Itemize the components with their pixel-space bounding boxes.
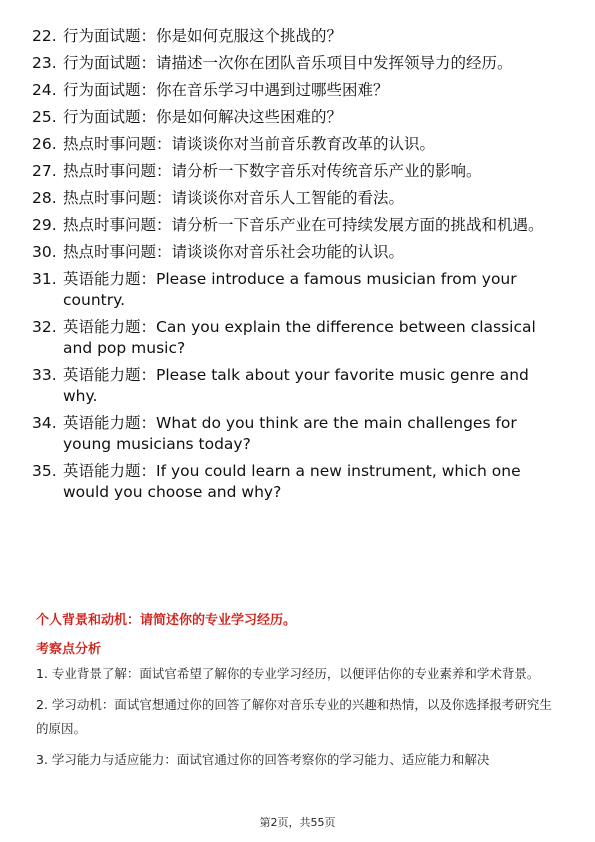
question-number: 27.: [32, 162, 57, 180]
question-item: [32, 26, 562, 47]
question-text: 英语能力题：If you could learn a new instrument, which one would you choose and why?: [63, 462, 521, 501]
question-text: 英语能力题：Please introduce a famous musician from your country.: [63, 270, 517, 309]
question-number: 31.: [32, 270, 57, 288]
question-text: 热点时事问题：请分析一下数字音乐对传统音乐产业的影响。: [63, 162, 482, 180]
question-item: [32, 365, 562, 407]
question-number: 24.: [32, 81, 57, 99]
question-text: 热点时事问题：请谈谈你对音乐人工智能的看法。: [63, 189, 405, 207]
question-item: [32, 80, 562, 101]
question-item: [32, 317, 562, 359]
question-number: 32.: [32, 318, 57, 336]
question-number: 34.: [32, 414, 57, 432]
question-text: 行为面试题：请描述一次你在团队音乐项目中发挥领导力的经历。: [63, 54, 513, 72]
question-number: 33.: [32, 366, 57, 384]
question-item: [32, 188, 562, 209]
question-text: 热点时事问题：请分析一下音乐产业在可持续发展方面的挑战和机遇。: [63, 216, 544, 234]
analysis-item: 1. 专业背景了解：面试官希望了解你的专业学习经历，以便评估你的专业素养和学术背景。: [36, 666, 540, 681]
question-text: 行为面试题：你是如何克服这个挑战的？: [63, 27, 343, 45]
question-text: 行为面试题：你在音乐学习中遇到过哪些困难？: [63, 81, 389, 99]
question-text: 热点时事问题：请谈谈你对音乐社会功能的认识。: [63, 243, 405, 261]
analysis-item: 3. 学习能力与适应能力：面试官通过你的回答考察你的学习能力、适应能力和解决: [36, 752, 490, 767]
question-text: 英语能力题：Can you explain the difference between classical and pop music?: [63, 318, 536, 357]
analysis-list: [36, 662, 561, 779]
question-item: [32, 134, 562, 155]
analysis-title: 考察点分析: [36, 642, 102, 657]
question-item: [32, 269, 562, 311]
question-list: [32, 26, 562, 509]
question-item: [32, 413, 562, 455]
section-title: 个人背景和动机：请简述你的专业学习经历。: [36, 613, 297, 628]
question-number: 25.: [32, 108, 57, 126]
question-item: [32, 107, 562, 128]
question-number: 23.: [32, 54, 57, 72]
question-number: 22.: [32, 27, 57, 45]
question-number: 35.: [32, 462, 57, 480]
question-number: 30.: [32, 243, 57, 261]
page-footer: 第2页，共55页: [259, 816, 336, 829]
question-item: [32, 461, 562, 503]
question-number: 29.: [32, 216, 57, 234]
question-item: [32, 242, 562, 263]
analysis-item: 2. 学习动机：面试官想通过你的回答了解你对音乐专业的兴趣和热情，以及你选择报考研究生的原因。: [36, 697, 552, 736]
question-text: 行为面试题：你是如何解决这些困难的？: [63, 108, 343, 126]
question-item: [32, 215, 562, 236]
question-number: 28.: [32, 189, 57, 207]
question-item: [32, 161, 562, 182]
question-number: 26.: [32, 135, 57, 153]
question-text: 热点时事问题：请谈谈你对当前音乐教育改革的认识。: [63, 135, 436, 153]
question-text: 英语能力题：What do you think are the main challenges for young musicians today?: [63, 414, 517, 453]
question-text: 英语能力题：Please talk about your favorite music genre and why.: [63, 366, 529, 405]
question-item: [32, 53, 562, 74]
